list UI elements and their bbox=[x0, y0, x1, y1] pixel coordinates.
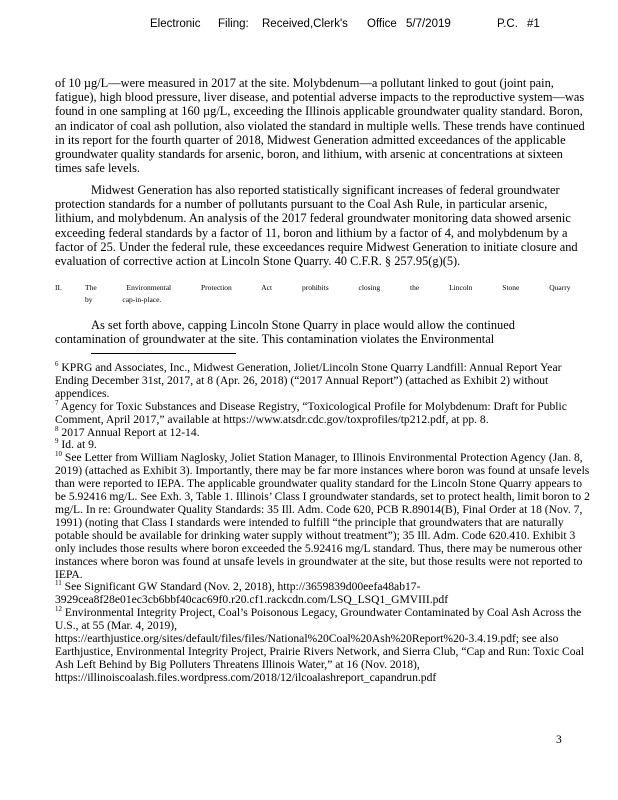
page-number: 3 bbox=[556, 734, 562, 746]
footnote-7-text: Agency for Toxic Substances and Disease Registry, “Toxicological Profile for Molybdenum: Draft for Public Comment, April 2017,” available at https://www.atsdr.cdc.gov/toxprofiles/tp212.pdf, at pp. 8. bbox=[55, 399, 567, 426]
footnote-6-number: 6 bbox=[55, 360, 59, 369]
footnote-12-text: Environmental Integrity Project, Coal’s Poisonous Legacy, Groundwater Contaminated by Coal Ash Across the U.S., at 55 (Mar. 4, 2019), https://earthjustice.org/sites/default/files/files/National%20Coal%20Ash%20Report%20-3.4.19.pdf; see also Earthjustice, Environmental Integrity Project, Prairie Rivers Network, and Sierra Club, “Cap and Run: Toxic Coal Ash Left Behind by Big Polluters Threatens Illinois Water,” at 16 (Nov. 2018), https://illinoiscoalash.files.wordpress.com/2018/12/ilcoalashreport_capandrun.pdf bbox=[55, 606, 584, 684]
section-heading-text: The Environmental Protection Act prohibits closing the Lincoln Stone Quarry by cap-in-place. bbox=[85, 283, 571, 304]
paragraph-1-text: of 10 µg/L—were measured in 2017 at the site. Molybdenum—a pollutant linked to gout (joint pain, fatigue), high blood pressure, liver disease, and potential adverse impacts to the reproductive system—was found in one sampling at 160 µg/L, exceeding the Illinois applicable groundwater quality standard. Boron, an indicator of coal ash pollution, also violated the standard in multiple wells. These trends have continued in its report for the fourth quarter of 2018, Midwest Generation admitted exceedances of the applicable groundwater quality standards for arsenic, boron, and lithium, with arsenic at concentrations at sixteen times safe levels. bbox=[55, 76, 585, 176]
footnote-7 bbox=[55, 398, 590, 427]
header-received: Received,Clerk's bbox=[262, 18, 348, 30]
footnote-12-number: 12 bbox=[55, 605, 62, 614]
footnote-8 bbox=[55, 424, 590, 440]
footnote-8-text: 2017 Annual Report at 12-14. bbox=[61, 425, 200, 439]
footnotes bbox=[55, 362, 590, 685]
header-pc: P.C. bbox=[497, 18, 518, 30]
footnote-10-number: 10 bbox=[55, 450, 62, 459]
footnote-7-number: 7 bbox=[55, 398, 59, 407]
header-office: Office bbox=[367, 18, 397, 30]
footnote-10-text: See Letter from William Naglosky, Joliet Station Manager, to Illinois Environmental Protection Agency (Jan. 8, 2019) (attached as Exhibit 3). Importantly, there may be far more instances where boron was found at unsafe levels than were reported to IEPA. The applicable groundwater quality standard for the Lincoln Stone Quarry appears to be 5.92416 mg/L. See Exh. 3, Table 1. Illinois’ Class I groundwater standards, set to protect health, limit boron to 2 mg/L. In re: Groundwater Quality Standards: 35 Ill. Adm. Code 620, PCB R.89014(B), Final Order at 18 (Nov. 7, 1991) (noting that Class I standards were intended to fulfill “the principle that groundwaters that are naturally potable should be available for drinking water supply without treatment”); 35 Ill. Adm. Code 620.410. Exhibit 3 only includes those results where boron exceeded the 5.92416 mg/L standard. Thus, there may be numerous other instances where boron was found at unsafe levels in groundwater at the site, but those results were not reported to IEPA. bbox=[55, 451, 590, 581]
paragraph-1 bbox=[55, 76, 587, 175]
footnote-10 bbox=[55, 452, 590, 581]
paragraph-2-text: Midwest Generation has also reported statistically significant increases of federal groundwater protection standards for a number of pollutants pursuant to the Coal Ash Rule, in particular arsenic, lithium, and molybdenum. An analysis of the 2017 federal groundwater monitoring data showed arsenic exceeding federal standards by a factor of 11, boron and lithium by a factor of 4, and molybdenum by a factor of 25. Under the federal rule, these exceedances require Midwest Generation to initiate closure and evaluation of corrective action at Lincoln Stone Quarry. 40 C.F.R. § 257.95(g)(5). bbox=[55, 183, 578, 269]
section-heading-number: II. bbox=[55, 283, 62, 292]
footnote-9-text: Id. at 9. bbox=[61, 438, 97, 452]
paragraph-2 bbox=[55, 183, 587, 268]
footnote-6-text: KPRG and Associates, Inc., Midwest Generation, Joliet/Lincoln Stone Quarry Landfill: Annual Report Year Ending December 31st, 2017, at 8 (Apr. 26, 2018) (“2017 Annual Report”) (attached as Exhibit 2) without appendices. bbox=[55, 361, 562, 400]
footnote-12 bbox=[55, 607, 590, 684]
header-pc-number: #1 bbox=[527, 18, 540, 30]
paragraph-3-text: As set forth above, capping Lincoln Stone Quarry in place would allow the continued contamination of groundwater at the site. This contamination violates the Environmental bbox=[55, 318, 515, 347]
header-filing: Filing: bbox=[218, 18, 249, 30]
footnote-9-number: 9 bbox=[55, 437, 59, 446]
footnote-11-text: See Significant GW Standard (Nov. 2, 2018), http://3659839d00eefa48ab17-3929cea8f28e01ec3cb6bbf40cac69f0.r20.cf1.rackcdn.com/LSQ_LSQ1_GMVIII.pdf bbox=[55, 580, 449, 607]
header-date: 5/7/2019 bbox=[406, 18, 451, 30]
footnote-11 bbox=[55, 581, 590, 607]
header-electronic: Electronic bbox=[150, 18, 201, 30]
footnote-6 bbox=[55, 362, 590, 401]
footnote-11-number: 11 bbox=[55, 579, 62, 588]
footnote-separator bbox=[91, 353, 236, 354]
paragraph-3 bbox=[55, 318, 587, 346]
footnote-8-number: 8 bbox=[55, 424, 59, 433]
